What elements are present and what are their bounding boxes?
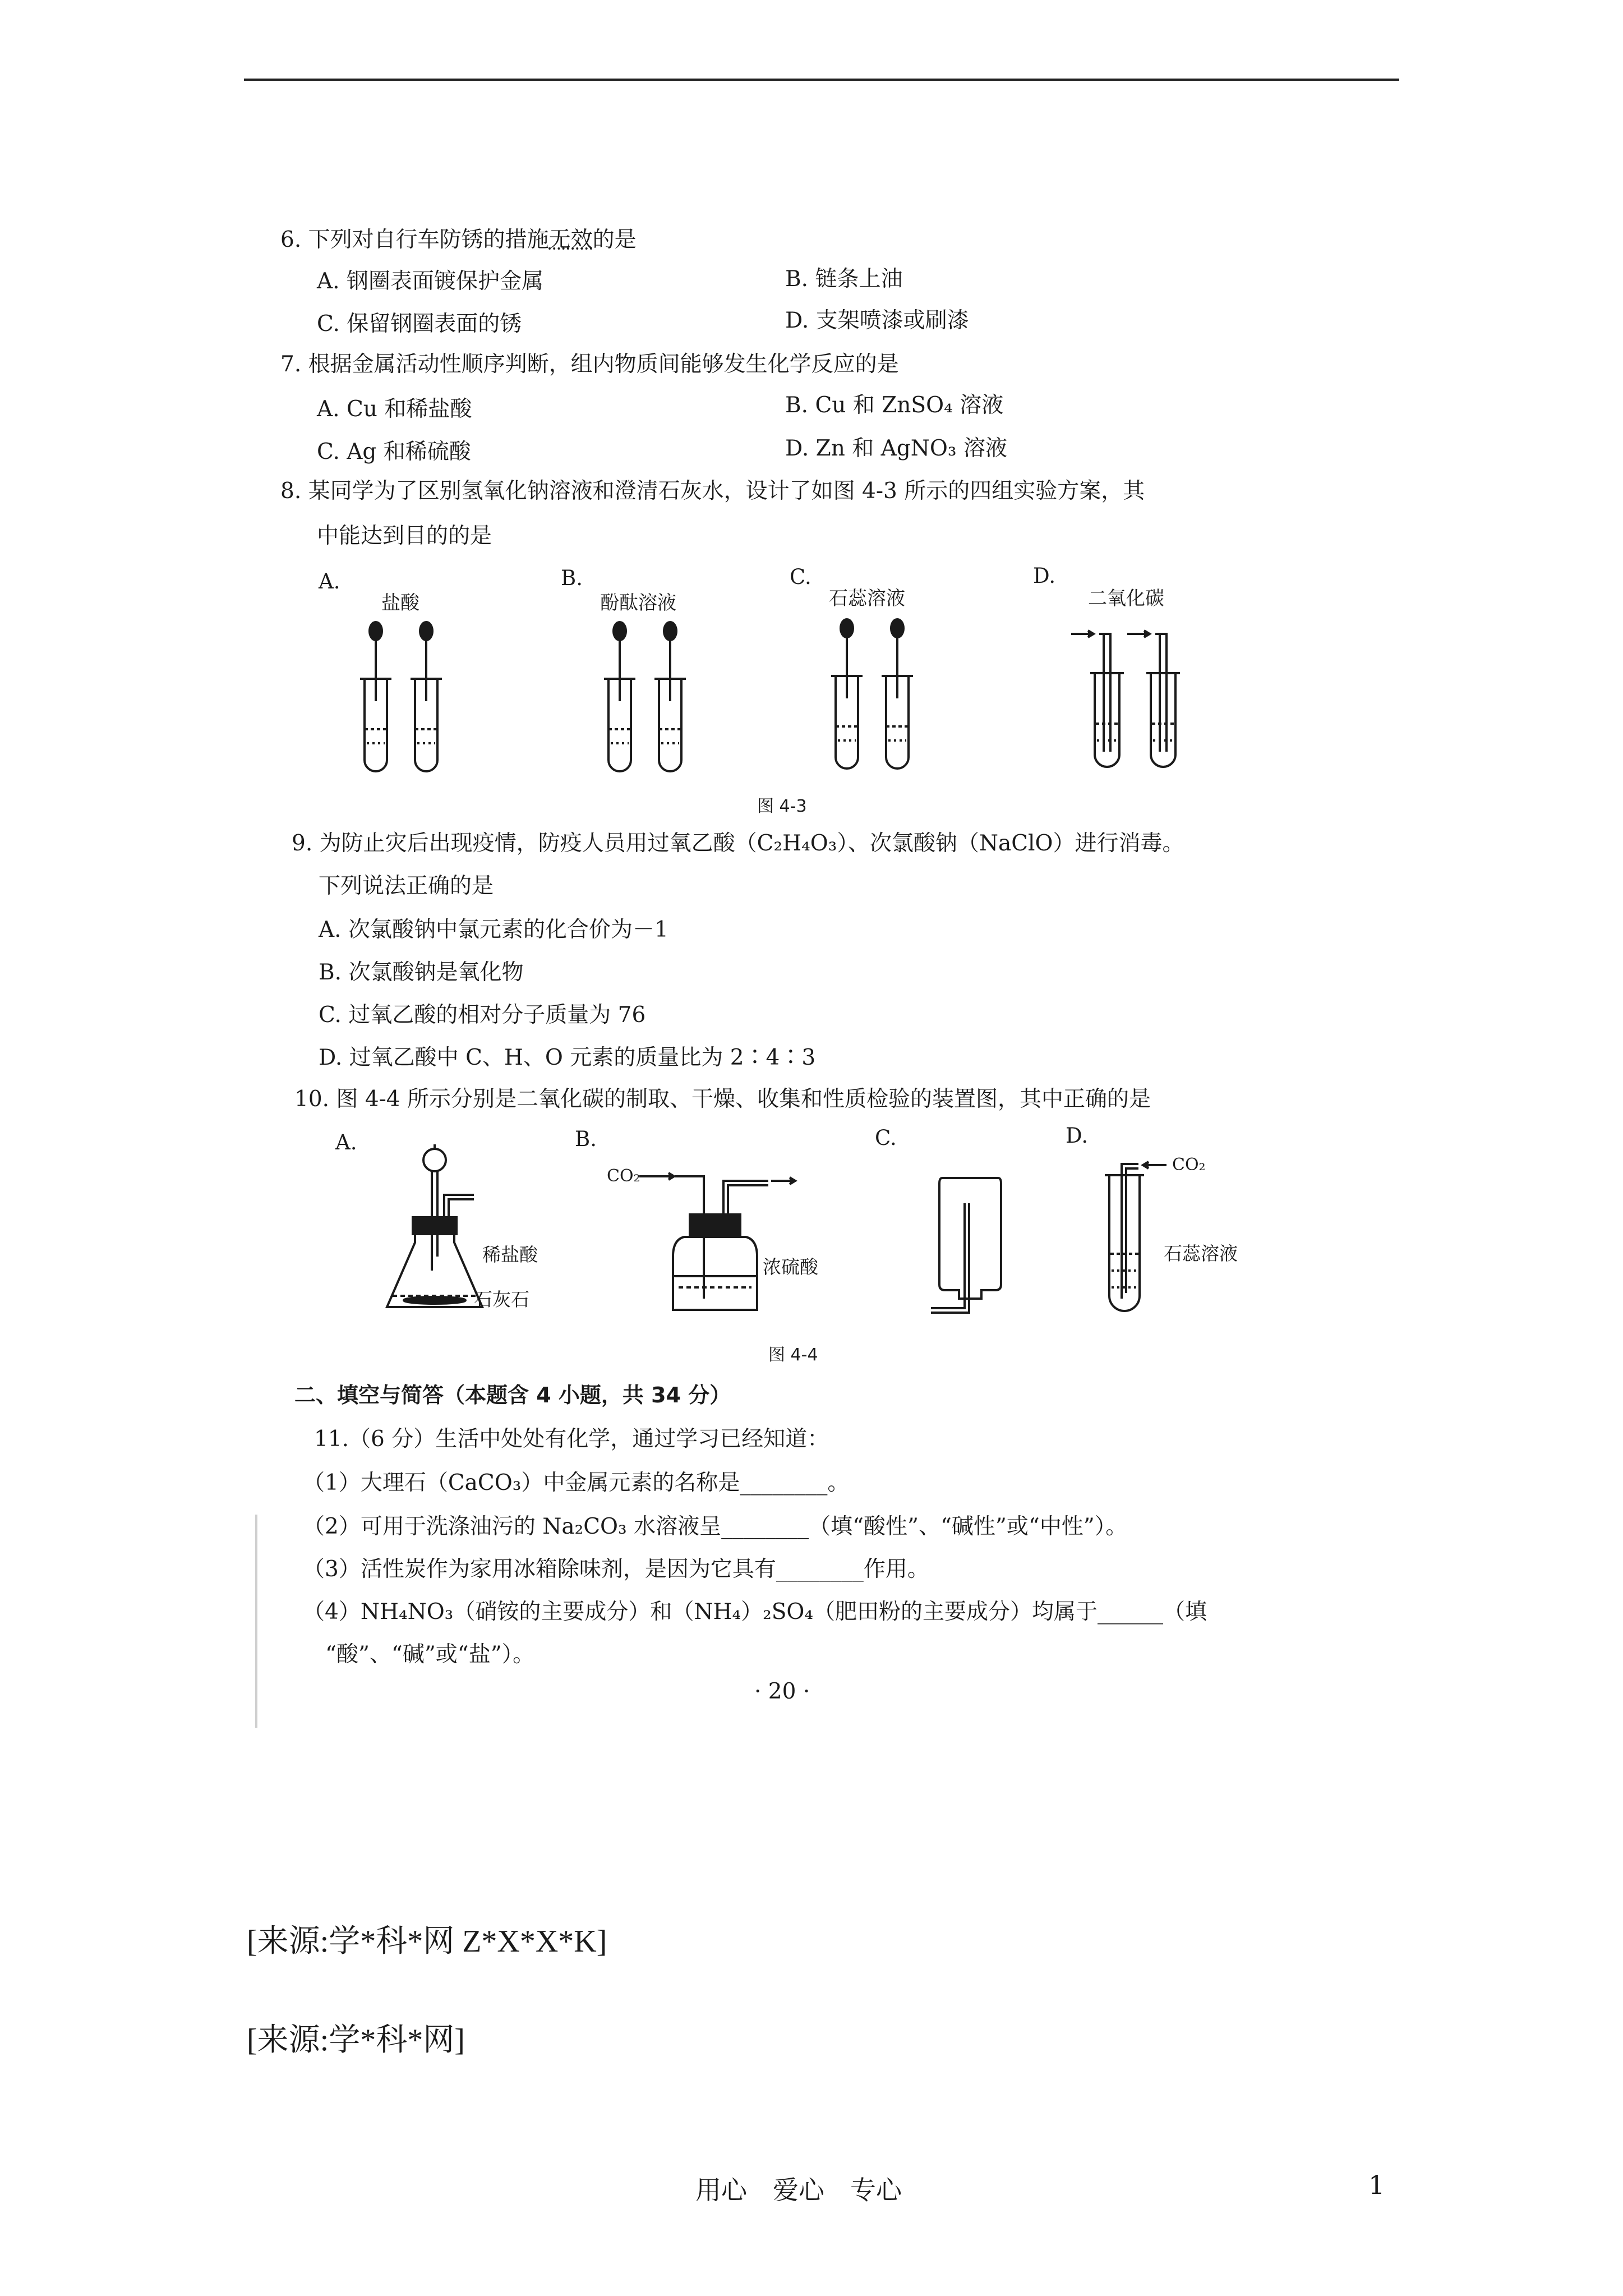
scan-margin-artifact <box>255 1515 257 1728</box>
q8-a-droppers-and-tubes <box>348 617 449 780</box>
q11-stem: 11.（6 分）生活中处处有化学，通过学习已经知道： <box>314 1427 829 1452</box>
q6-option-a: A. 钢圈表面镀保护金属 <box>317 269 543 294</box>
q9-stem-line2: 下列说法正确的是 <box>319 873 494 899</box>
section2-title: 二、填空与简答（本题含 4 小题，共 34 分） <box>294 1383 731 1407</box>
q10-option-c-letter: C. <box>875 1126 897 1150</box>
q8-option-a-letter: A. <box>319 569 340 593</box>
scan-page-number: · 20 · <box>754 1679 810 1704</box>
q11-part1: （1）大理石（CaCO₃）中金属元素的名称是________。 <box>303 1470 850 1496</box>
q10-d-test-tube <box>1105 1153 1239 1315</box>
q8-a-reagent-label: 盐酸 <box>381 592 419 614</box>
q6-emphasis: 无效 <box>548 227 593 252</box>
q9-option-a: A. 次氯酸钠中氯元素的化合价为－1 <box>319 917 668 942</box>
q8-stem-line2: 中能达到目的的是 <box>317 523 492 549</box>
fig-4-3-caption: 图 4-3 <box>757 797 807 816</box>
q8-b-reagent-label: 酚酞溶液 <box>600 592 676 614</box>
q9-option-d: D. 过氧乙酸中 C、H、O 元素的质量比为 2∶4∶3 <box>319 1045 816 1070</box>
q10-c-collection-bottle <box>931 1178 1009 1315</box>
q8-stem-line1: 8. 某同学为了区别氢氧化钠溶液和澄清石灰水，设计了如图 4-3 所示的四组实验方案，其 <box>280 478 1145 504</box>
q9-stem-line1: 9. 为防止灾后出现疫情，防疫人员用过氧乙酸（C₂H₄O₃）、次氯酸钠（NaClO）进行消毒。 <box>292 831 1184 856</box>
q7-option-b: B. Cu 和 ZnSO₄ 溶液 <box>785 393 1004 418</box>
footer-motto: 用心 爱心 专心 <box>695 2175 902 2205</box>
q10-b-drying-bottle <box>639 1164 808 1315</box>
q8-option-c-letter: C. <box>790 565 811 589</box>
q10-option-d-letter: D. <box>1066 1124 1089 1148</box>
q11-part2: （2）可用于洗涤油污的 Na₂CO₃ 水溶液呈________（填“酸性”、“碱性”或“中性”）。 <box>303 1514 1128 1539</box>
q6-option-b: B. 链条上油 <box>785 266 903 292</box>
q8-option-b-letter: B. <box>561 566 583 590</box>
fig-4-4-caption: 图 4-4 <box>768 1345 818 1365</box>
q10-d-label-litmus: 石蕊溶液 <box>1164 1243 1238 1264</box>
q11-part4-continued: “酸”、“碱”或“盐”）。 <box>325 1642 535 1667</box>
q9-option-b: B. 次氯酸钠是氧化物 <box>319 960 524 985</box>
source-note-2: [来源:学*科*网] <box>247 2023 465 2058</box>
q10-b-label-acid: 浓硫酸 <box>763 1256 818 1278</box>
footer-page-number: 1 <box>1368 2170 1385 2200</box>
q7-option-d: D. Zn 和 AgNO₃ 溶液 <box>785 436 1007 461</box>
q6-option-d: D. 支架喷漆或刷漆 <box>785 308 969 333</box>
q7-option-c: C. Ag 和稀硫酸 <box>317 439 471 464</box>
q10-stem: 10. 图 4-4 所示分别是二氧化碳的制取、干燥、收集和性质检验的装置图，其中正确的是 <box>294 1087 1151 1112</box>
q6-option-c: C. 保留钢圈表面的锈 <box>317 311 522 337</box>
q8-d-reagent-label: 二氧化碳 <box>1088 587 1164 610</box>
q10-option-a-letter: A. <box>335 1130 357 1154</box>
header-rule <box>244 79 1399 81</box>
q10-a-label-acid: 稀盐酸 <box>482 1244 538 1266</box>
q11-part4: （4）NH₄NO₃（硝铵的主要成分）和（NH₄）₂SO₄（肥田粉的主要成分）均属于______（填 <box>303 1599 1207 1625</box>
q6-stem: 6. 下列对自行车防锈的措施无效的是 <box>280 227 637 252</box>
q10-option-b-letter: B. <box>575 1127 597 1151</box>
q10-b-co2-label: CO₂ <box>607 1166 640 1186</box>
q9-option-c: C. 过氧乙酸的相对分子质量为 76 <box>319 1002 646 1028</box>
source-note-1: [来源:学*科*网 Z*X*X*K] <box>247 1924 607 1959</box>
q11-part3: （3）活性炭作为家用冰箱除味剂，是因为它具有________作用。 <box>303 1557 929 1582</box>
q8-option-d-letter: D. <box>1033 564 1056 588</box>
q7-option-a: A. Cu 和稀盐酸 <box>317 397 472 422</box>
q10-a-label-limestone: 石灰石 <box>474 1289 529 1310</box>
q8-c-reagent-label: 石蕊溶液 <box>829 587 905 610</box>
q8-b-droppers-and-tubes <box>592 617 693 780</box>
q7-stem: 7. 根据金属活动性顺序判断，组内物质间能够发生化学反应的是 <box>280 352 899 377</box>
q10-d-co2-label: CO₂ <box>1172 1155 1206 1175</box>
q8-d-gas-tubes <box>1071 623 1195 774</box>
q8-c-droppers-and-tubes <box>819 614 920 777</box>
